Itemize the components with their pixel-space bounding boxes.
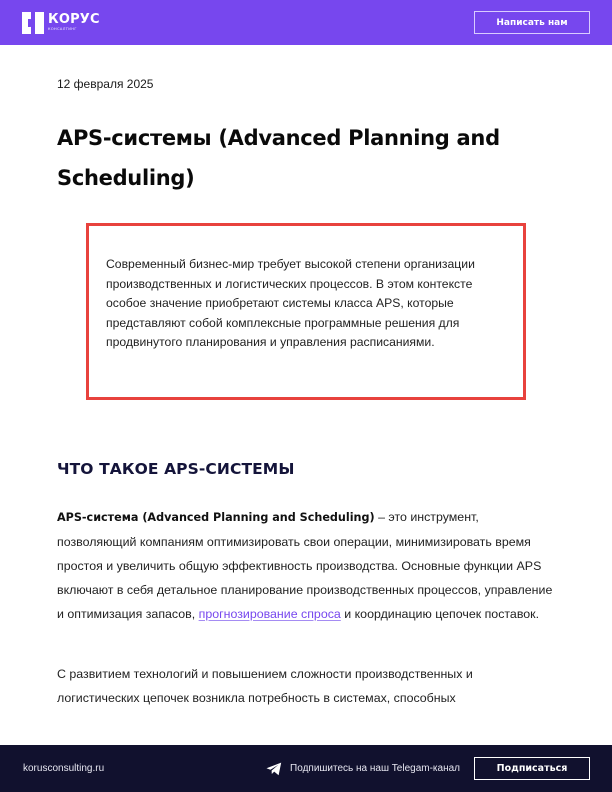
telegram-icon[interactable] — [266, 762, 282, 776]
contact-us-button[interactable]: Написать нам — [474, 11, 590, 34]
korus-logo[interactable] — [22, 12, 100, 34]
term-bold: APS-система (Advanced Planning and Scheduling) — [57, 511, 375, 524]
publish-date: 12 февраля 2025 — [57, 77, 154, 91]
section-heading: ЧТО ТАКОЕ APS-СИСТЕМЫ — [57, 460, 295, 478]
logo-subtitle: КОНСАЛТИНГ — [48, 27, 77, 32]
page-title: APS-системы (Advanced Planning and Scheduling) — [57, 126, 500, 190]
lead-text: Современный бизнес-мир требует высокой степени организации производственных и логистических процессов. В этом контексте особое значение приобретают системы класса APS, которые представляют собой комплексные программные решения для продвинутого планирования и управления расписаниями. — [106, 257, 475, 350]
paragraph-definition — [57, 505, 557, 626]
demand-forecasting-link[interactable]: прогнозирование спроса — [198, 607, 341, 621]
korus-logo-icon — [22, 12, 44, 34]
paragraph-text-end: и координацию цепочек поставок. — [340, 607, 540, 621]
site-url-link[interactable]: korusconsulting.ru — [23, 763, 105, 774]
site-footer — [0, 745, 612, 792]
lead-quote-box — [86, 223, 526, 400]
telegram-cta-text: Подпишитесь на наш Telegam-канал — [290, 763, 460, 774]
logo-name: КОРУС — [48, 12, 100, 28]
paragraph-text: – это инструмент, позволяющий компаниям оптимизировать свои операции, минимизировать время простоя и увеличить общую эффективность производства. Основные функции APS включают в себя детальное планирование производственных процессов, управление и оптимизация запасов, — [57, 510, 553, 621]
site-header — [0, 0, 612, 45]
paragraph-evolution: С развитием технологий и повышением сложности производственных и логистических цепочек возникла потребность в системах, способных — [57, 667, 473, 705]
subscribe-button[interactable]: Подписаться — [474, 757, 590, 780]
